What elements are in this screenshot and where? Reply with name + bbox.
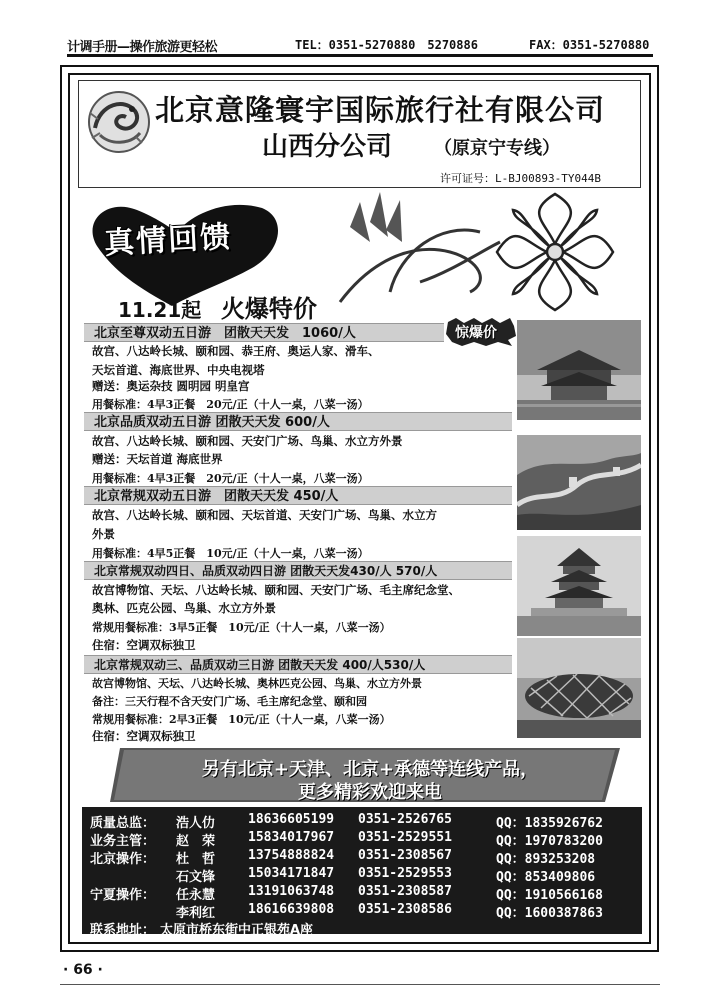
promo-date: 11.21起	[118, 298, 202, 322]
promo-title: 真情回馈	[103, 219, 234, 262]
license-number: 许可证号：L-BJ00893-TY044B	[440, 172, 601, 185]
contact-role: 宁夏操作：	[90, 888, 156, 903]
top-fax: FAX：0351-5270880	[529, 38, 650, 52]
route-line: 奥林、匹克公园、鸟巢、水立方外景	[92, 601, 276, 615]
route-header: 北京常规双动三、品质双动三日游 团散天天发 400/人530/人	[84, 655, 512, 674]
dragon-logo-icon	[80, 83, 158, 161]
palace-photo	[517, 320, 641, 420]
contact-name: 赵 荣	[176, 834, 216, 849]
contact-qq: QQ：1600387863	[496, 906, 603, 921]
contact-mobile: 18616639808	[248, 902, 335, 917]
route-line: 用餐标准：4早5正餐 10元/正（十人一桌，八菜一汤）	[92, 547, 369, 560]
company-name: 北京意隆寰宇国际旅行社有限公司	[155, 93, 606, 127]
birds-nest-stadium-photo	[517, 638, 641, 738]
contact-role: 业务主管：	[90, 834, 156, 849]
route-line: 用餐标准：4早3正餐 20元/正（十人一桌，八菜一汤）	[92, 472, 369, 485]
route-header: 北京常规双动四日、品质双动四日游 团散天天发430/人 570/人	[84, 561, 512, 580]
route-line: 故宫博物馆、天坛、八达岭长城、颐和园、天安门广场、毛主席纪念堂、	[92, 583, 460, 597]
temple-of-heaven-photo	[517, 536, 641, 636]
page-number: · 66 ·	[63, 962, 103, 978]
contact-mobile: 15034171847	[248, 866, 335, 881]
contact-name: 任永慧	[176, 888, 216, 903]
route-line: 常规用餐标准：2早3正餐 10元/正（十人一桌，八菜一汤）	[92, 713, 391, 726]
route-line: 故宫、八达岭长城、颐和园、恭王府、奥运人家、滑车、	[92, 344, 380, 358]
contact-tel: 0351-2308587	[358, 884, 452, 899]
contact-mobile: 18636605199	[248, 812, 335, 827]
contact-mobile: 13754888824	[248, 848, 335, 863]
contact-name: 石文锋	[176, 870, 216, 885]
route-line: 赠送：天坛首道 海底世界	[92, 452, 223, 466]
bottom-rule	[60, 984, 660, 985]
contact-name: 杜 哲	[176, 852, 216, 867]
route-line: 故宫博物馆、天坛、八达岭长城、奥林匹克公园、鸟巢、水立方外景	[92, 677, 422, 690]
route-line: 赠送：奥运杂技 圆明园 明皇宫	[92, 379, 250, 393]
route-line: 住宿：空调双标独卫	[92, 729, 196, 743]
route-line: 备注：三天行程不含天安门广场、毛主席纪念堂、颐和园	[92, 695, 367, 708]
route-line: 用餐标准：4早3正餐 20元/正（十人一桌，八菜一汤）	[92, 398, 369, 411]
contact-role: 质量总监：	[90, 816, 156, 831]
great-wall-photo	[517, 435, 641, 530]
contact-qq: QQ：1835926762	[496, 816, 603, 831]
floral-decoration-icon	[330, 182, 630, 312]
contact-tel: 0351-2529553	[358, 866, 452, 881]
contact-name: 李利红	[176, 906, 216, 921]
address-value: 太原市桥东街中正银苑A座	[160, 923, 314, 938]
promo-hot-label: 火爆特价	[220, 294, 317, 323]
banner-line-2: 更多精彩欢迎来电	[298, 782, 442, 803]
promo-date-row	[118, 289, 317, 324]
price-badge: 惊爆价	[455, 325, 497, 341]
contact-mobile: 15834017967	[248, 830, 335, 845]
contact-tel: 0351-2529551	[358, 830, 452, 845]
contact-qq: QQ：1970783200	[496, 834, 603, 849]
contact-name: 浩人仂	[176, 816, 216, 831]
route-line: 住宿：空调双标独卫	[92, 638, 196, 652]
route-line: 外景	[92, 527, 115, 541]
route-line: 故宫、八达岭长城、颐和园、天坛首道、天安门广场、鸟巢、水立方	[92, 508, 437, 522]
contact-qq: QQ：853409806	[496, 870, 596, 885]
top-tel: TEL：0351-5270880 5270886	[295, 38, 478, 52]
route-header: 北京品质双动五日游 团散天天发 600/人	[84, 412, 512, 431]
contact-role: 北京操作：	[90, 852, 156, 867]
route-header: 北京至尊双动五日游 团散天天发 1060/人	[84, 323, 444, 342]
contact-qq: QQ：1910566168	[496, 888, 603, 903]
route-line: 常规用餐标准：3早5正餐 10元/正（十人一桌，八菜一汤）	[92, 621, 391, 634]
contact-tel: 0351-2308586	[358, 902, 452, 917]
top-bar	[67, 33, 653, 57]
route-line: 故宫、八达岭长城、颐和园、天安门广场、鸟巢、水立方外景	[92, 434, 403, 448]
branch-name: 山西分公司	[262, 132, 393, 162]
route-header: 北京常规双动五日游 团散天天发 450/人	[84, 486, 512, 505]
slogan: 计调手册—操作旅游更轻松	[67, 40, 218, 55]
banner-line-1: 另有北京+天津、北京+承德等连线产品，	[201, 759, 539, 780]
contact-qq: QQ：893253208	[496, 852, 596, 867]
address-label: 联系地址：	[90, 923, 156, 938]
route-line: 天坛首道、海底世界、中央电视塔	[92, 363, 265, 377]
contact-mobile: 13191063748	[248, 884, 335, 899]
contact-tel: 0351-2526765	[358, 812, 452, 827]
contact-tel: 0351-2308567	[358, 848, 452, 863]
branch-note: （原京宁专线）	[434, 138, 560, 159]
